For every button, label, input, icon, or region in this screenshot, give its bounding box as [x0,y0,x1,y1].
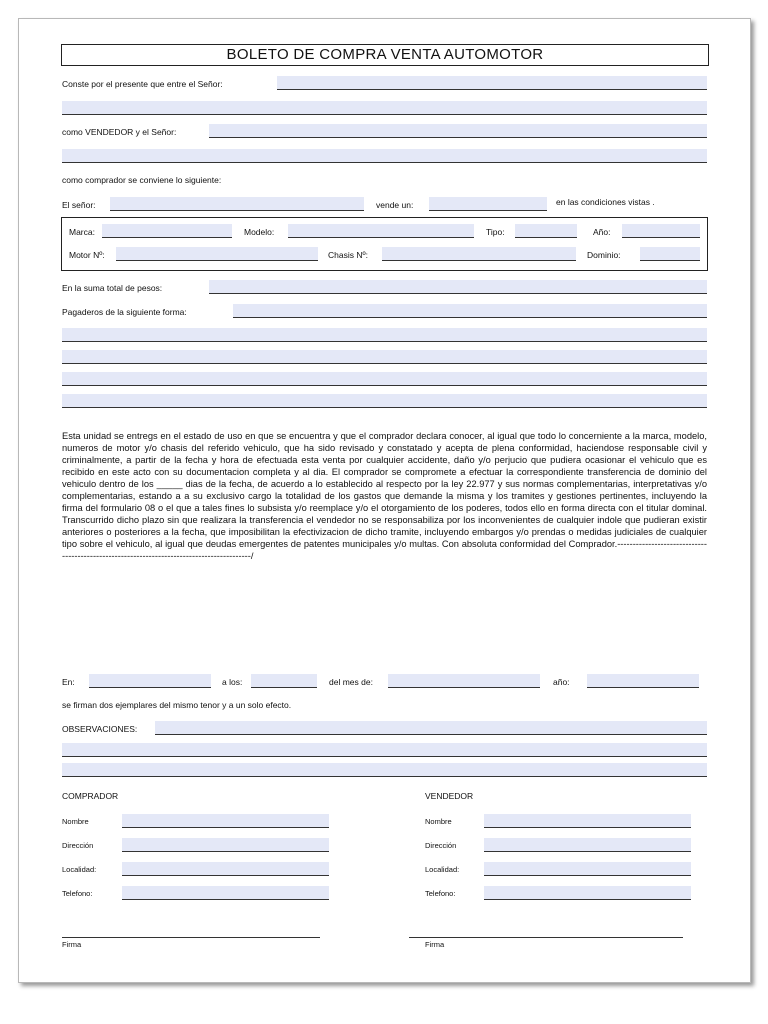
vendedor-signature-line[interactable] [409,937,683,938]
motor-field[interactable] [116,247,318,261]
pagaderos-label: Pagaderos de la siguiente forma: [62,307,187,317]
en-label: En: [62,677,75,687]
anio-label: Año: [593,227,611,237]
observaciones-field[interactable] [155,721,707,735]
comprador-nombre-field[interactable] [122,814,329,828]
vende-label: vende un: [376,200,414,210]
anio-signing-field[interactable] [587,674,699,688]
condiciones-label: en las condiciones vistas . [556,197,655,207]
vendedor-firma-label: Firma [425,940,445,949]
senor-label: El señor: [62,200,96,210]
anio-signing-label: año: [553,677,570,687]
comprador-telefono-label: Telefono: [62,889,93,898]
observaciones-label: OBSERVACIONES: [62,724,138,734]
comprador-firma-label: Firma [62,940,82,949]
chasis-label: Chasis Nº: [328,250,368,260]
vendedor-label: como VENDEDOR y el Señor: [62,127,177,137]
observaciones-line-2[interactable] [62,743,707,757]
vende-field[interactable] [429,197,547,211]
document-title: BOLETO DE COMPRA VENTA AUTOMOTOR [61,44,709,66]
marca-label: Marca: [69,227,95,237]
mes-label: del mes de: [329,677,373,687]
chasis-field[interactable] [382,247,576,261]
vendedor-heading: VENDEDOR [425,791,474,801]
comprador-name-field[interactable] [209,124,707,138]
motor-label: Motor Nº: [69,250,105,260]
vendedor-nombre-label: Nombre [425,817,452,826]
pagaderos-line-3[interactable] [62,350,707,364]
clause-paragraph: Esta unidad se entregs en el estado de uso en que se encuentra y que el comprador declara conocer, al igual que todo lo concerniente a la marca, modelo, numeros de motor y/o chasis del referido vehiculo, que ha sido revisado y constatado y acepta de plena conformidad, haciendose responsable civil y criminalmente, a partir de la fecha y hora de efectuada esta venta por cualquier accidente, daño y/o perjucio que pudiera ocasionar el vehiculo que es recibido en este acto con su documentacion completa y al dia. El comprador se compromete a efectuar la correspondiente transferencia de dominio del vehiculo dentro de los _____ dias de la fecha, de acuerdo a lo establecido al respecto por la ley 22.977 y sus normas complementarias, interpretativas y/o complementarias, estando a a su exclusivo cargo la totalidad de los gastos que demande la misma y los tramites y gestiones pertinentes, incluyendo la firma del formulario 08 o el que a tales fines lo subsista y/o reemplace y/o el otorgamiento de los poderes, todos ello en forma directa con el titular dominal. Transcurrido dicho plazo sin que realizara la transferencia el vendedor no se responsabiliza por los inconvenientes de cualquier indole que pudieran existir anteriores o posteriores a la fecha, que imposibilitan la efectivizacion de dicho tramite, incluyendo embargos y/o prendas o medidas judiciales de cualquier tipo sobre el vehiculo, al igual que deudas emergentes de patentes municipales y/o multas. Con absoluta conformidad del Comprador.------------------------------------------------------------------------------------------/ [62,431,707,561]
pagaderos-line-5[interactable] [62,394,707,408]
vendedor-direccion-label: Dirección [425,841,457,850]
vendedor-telefono-label: Telefono: [425,889,456,898]
comprador-name-field-2[interactable] [62,149,707,163]
tipo-label: Tipo: [486,227,505,237]
senor-field[interactable] [110,197,364,211]
ejemplares-text: se firman dos ejemplares del mismo tenor y a un solo efecto. [62,700,292,710]
anio-field[interactable] [622,224,700,238]
modelo-label: Modelo: [244,227,275,237]
suma-field[interactable] [209,280,707,294]
document-page [18,18,751,983]
pagaderos-field[interactable] [233,304,707,318]
comprador-direccion-field[interactable] [122,838,329,852]
alos-field[interactable] [251,674,317,688]
dominio-label: Dominio: [587,250,621,260]
mes-field[interactable] [388,674,540,688]
pagaderos-line-4[interactable] [62,372,707,386]
vendedor-nombre-field[interactable] [484,814,691,828]
tipo-field[interactable] [515,224,577,238]
modelo-field[interactable] [288,224,474,238]
comprador-heading: COMPRADOR [62,791,119,801]
vendedor-telefono-field[interactable] [484,886,691,900]
suma-label: En la suma total de pesos: [62,283,163,293]
comprador-label: como comprador se conviene lo siguiente: [62,175,222,185]
vendedor-localidad-label: Localidad: [425,865,460,874]
en-field[interactable] [89,674,211,688]
vendedor-direccion-field[interactable] [484,838,691,852]
vendedor-localidad-field[interactable] [484,862,691,876]
comprador-direccion-label: Dirección [62,841,94,850]
comprador-localidad-field[interactable] [122,862,329,876]
marca-field[interactable] [102,224,232,238]
comprador-signature-line[interactable] [62,937,320,938]
vendedor-name-field[interactable] [277,76,707,90]
observaciones-line-3[interactable] [62,763,707,777]
comprador-telefono-field[interactable] [122,886,329,900]
vendedor-name-field-2[interactable] [62,101,707,115]
dominio-field[interactable] [640,247,700,261]
alos-label: a los: [222,677,243,687]
comprador-localidad-label: Localidad: [62,865,97,874]
comprador-nombre-label: Nombre [62,817,89,826]
conste-label: Conste por el presente que entre el Señor: [62,79,223,89]
pagaderos-line-2[interactable] [62,328,707,342]
